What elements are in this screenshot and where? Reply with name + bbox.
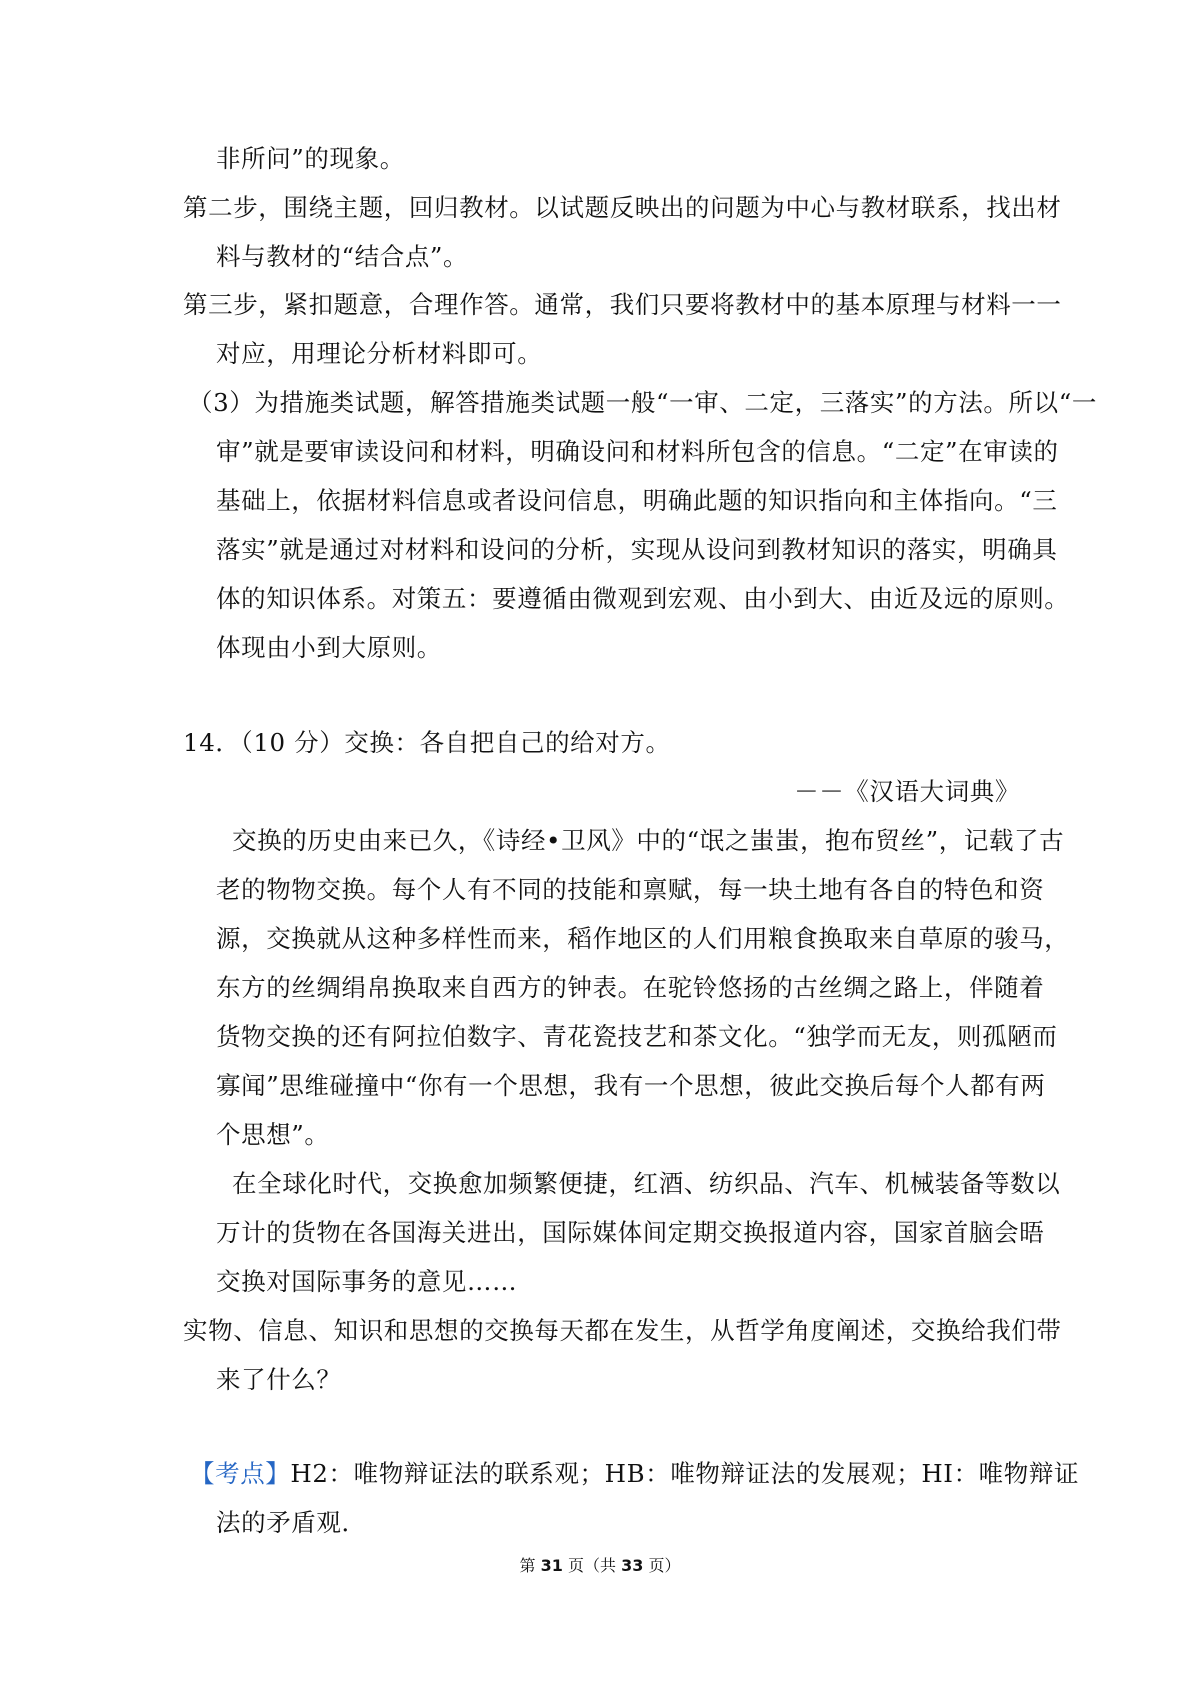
measure-line-6: 体现由小到大原则。 — [216, 633, 442, 662]
passage-2-line-3: 交换对国际事务的意见…… — [216, 1267, 518, 1296]
measure-line-4: 落实”就是通过对材料和设问的分析，实现从设问到教材知识的落实，明确具 — [216, 535, 1058, 564]
footer-prefix: 第 — [519, 1556, 541, 1575]
key-point-line-1 — [190, 1458, 1079, 1490]
footer-total-pages: 33 — [621, 1556, 644, 1575]
passage-1-line-2: 老的物物交换。每个人有不同的技能和禀赋，每一块土地有各自的特色和资 — [216, 875, 1045, 904]
key-point-text: H2：唯物辩证法的联系观；HB：唯物辩证法的发展观；HI：唯物辩证 — [290, 1459, 1080, 1488]
key-point-line-2: 法的矛盾观． — [216, 1508, 367, 1537]
footer-suffix: 页） — [643, 1556, 681, 1575]
question-prompt-line-2: 来了什么？ — [216, 1365, 342, 1394]
key-point-tag: 【考点】 — [190, 1459, 291, 1488]
question-title: 14．（10 分）交换：各自把自己的给对方。 — [183, 728, 671, 757]
question-source: －－《汉语大词典》 — [794, 777, 1020, 806]
passage-1-line-4: 东方的丝绸绢帛换取来自西方的钟表。在驼铃悠扬的古丝绸之路上，伴随着 — [216, 973, 1045, 1002]
page-footer — [0, 1555, 1200, 1577]
passage-1-line-6: 寡闻”思维碰撞中“你有一个思想，我有一个思想，彼此交换后每个人都有两 — [216, 1071, 1046, 1100]
passage-1-line-5: 货物交换的还有阿拉伯数字、青花瓷技艺和茶文化。“独学而无友，则孤陋而 — [216, 1022, 1058, 1051]
step-two-line-1: 第二步，围绕主题，回归教材。以试题反映出的问题为中心与教材联系，找出材 — [183, 193, 1062, 222]
question-prompt-line-1: 实物、信息、知识和思想的交换每天都在发生，从哲学角度阐述，交换给我们带 — [183, 1316, 1062, 1345]
passage-2-line-2: 万计的货物在各国海关进出，国际媒体间定期交换报道内容，国家首脑会晤 — [216, 1218, 1045, 1247]
step-two-line-2: 料与教材的“结合点”。 — [216, 242, 469, 271]
footer-middle: 页（共 — [562, 1556, 622, 1575]
measure-line-1: （3）为措施类试题，解答措施类试题一般“一审、二定，三落实”的方法。所以“一 — [188, 388, 1097, 417]
measure-line-5: 体的知识体系。对策五：要遵循由微观到宏观、由小到大、由近及远的原则。 — [216, 584, 1070, 613]
passage-1-line-3: 源，交换就从这种多样性而来，稻作地区的人们用粮食换取来自草原的骏马， — [216, 924, 1070, 953]
step-three-line-2: 对应，用理论分析材料即可。 — [216, 339, 543, 368]
footer-page-number: 31 — [540, 1556, 563, 1575]
measure-line-2: 审”就是要审读设问和材料，明确设问和材料所包含的信息。“二定”在审读的 — [216, 437, 1059, 466]
text-line: 非所问”的现象。 — [216, 144, 405, 173]
passage-2-line-1: 在全球化时代，交换愈加频繁便捷，红酒、纺织品、汽车、机械装备等数以 — [232, 1169, 1061, 1198]
step-three-line-1: 第三步，紧扣题意，合理作答。通常，我们只要将教材中的基本原理与材料一一 — [183, 290, 1062, 319]
passage-1-line-1: 交换的历史由来已久，《诗经•卫风》中的“氓之蚩蚩，抱布贸丝”，记载了古 — [232, 826, 1065, 855]
measure-line-3: 基础上，依据材料信息或者设问信息，明确此题的知识指向和主体指向。“三 — [216, 486, 1058, 515]
passage-1-line-7: 个思想”。 — [216, 1120, 330, 1149]
